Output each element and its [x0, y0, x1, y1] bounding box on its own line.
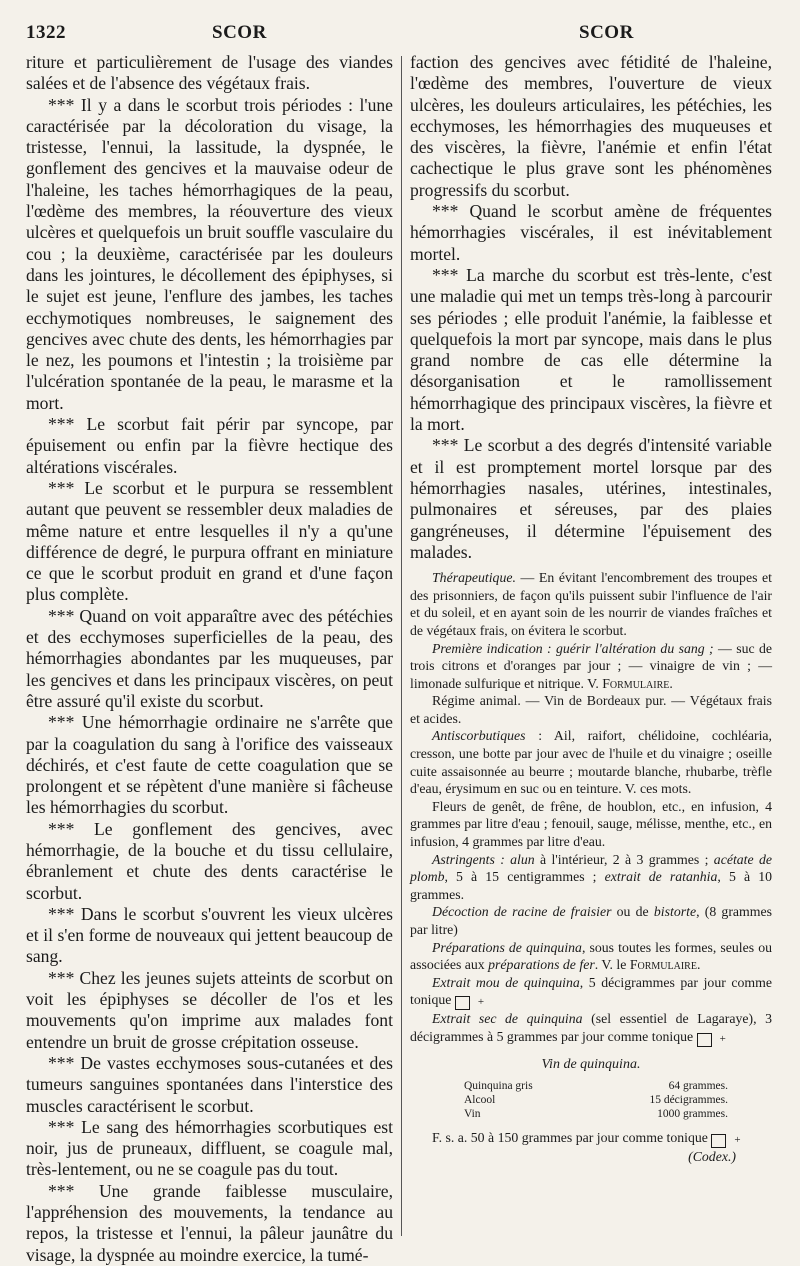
paragraph: *** Dans le scorbut s'ouvrent les vieux ulcères et il s'en forme de nouveaux qui jettent beaucoup de sang.: [26, 903, 393, 967]
formulaire-ref: Formulaire.: [602, 675, 673, 691]
ingredient-name: Alcool: [464, 1093, 496, 1106]
paragraph: *** De vastes ecchymoses sous-cutanées et des tumeurs sanguines spontanées dans l'interstice des muscles caractérisent le scorbut.: [26, 1052, 393, 1116]
running-head-left: SCOR: [212, 22, 267, 43]
paragraph: *** Une hémorrhagie ordinaire ne s'arrête que par la coagulation du sang à l'orifice des vaisseaux déchirés, et c'est faute de cette coagulation que se prolongent et se répètent d'une manière si fâcheuse les hémorrhagies du scorbut.: [26, 712, 393, 818]
column-divider: [401, 56, 402, 1236]
preparations-paragraph: [410, 939, 772, 974]
paragraph: *** Il y a dans le scorbut trois périodes : l'une caractérisée par la décoloration du visage, la tristesse, l'ennui, la lassitude, la dyspnée, le gonflement des gencives et la mauvaise odeur de l'haleine, les taches hémorrhagiques de la peau, l'œdème des membres, la réouverture des vieux ulcères et quelquefois un bruit souffle vasculaire du cou ; la deuxième, caractérisée par les douleurs dans les jointures, le décollement des épiphyses, si le sujet est jeune, l'enflure des jambes, les taches ecchymotiques nombreuses, le saignement des gencives avec chute des dents, les hémorrhagies par le nez, les poumons et l'intestin ; la troisième par l'ulcération spontanée de la peau, le marasme et la mort.: [26, 94, 393, 413]
extrait-sec-label: Extrait sec de quinquina: [432, 1011, 583, 1027]
premiere-indication-paragraph: [410, 640, 772, 693]
recipe-row: [464, 1079, 728, 1093]
paragraph: *** Le scorbut a des degrés d'intensité variable et il est promptement mortel lorsque par des hémorrhagies nasales, utérines, intestinales, pulmonaires et séreuses, par des plaies gangréneuses, il détermine l'épuisement des malades.: [410, 435, 772, 562]
right-large-text: [410, 52, 772, 563]
treatment-section: [410, 569, 772, 1165]
ingredient-name: Quinquina gris: [464, 1079, 533, 1092]
ingredient-name: Vin: [464, 1107, 481, 1120]
therapeutique-label: Thérapeutique.: [432, 570, 516, 586]
codex-source: (Codex.): [688, 1148, 736, 1164]
premiere-label: Première indication : guérir l'altération du sang ;: [432, 640, 714, 656]
astringents-text: à l'intérieur, 2 à 3 grammes ;: [534, 851, 714, 867]
paragraph: *** Quand le scorbut amène de fréquentes hémorrhagies viscérales, il est inévitablement mortel.: [410, 201, 772, 264]
extrait-mou-label: Extrait mou de quinquina: [432, 974, 580, 990]
astringents-item: acétate de plomb: [410, 851, 772, 885]
ingredient-quantity: 1000 grammes.: [657, 1107, 728, 1120]
fleurs-paragraph: Fleurs de genêt, de frêne, de houblon, etc., en infusion, 4 grammes par litre d'eau ; fenouil, sauge, mélisse, menthe, etc., en infusion, 4 grammes par litre d'eau.: [410, 798, 772, 850]
regime-paragraph: Régime animal. — Vin de Bordeaux pur. — Végétaux frais et acides.: [410, 693, 772, 726]
page-number: 1322: [26, 22, 66, 43]
extrait-mou-paragraph: [410, 974, 772, 1011]
astringents-text: , 5 à 10 grammes.: [410, 869, 772, 902]
right-column: [410, 52, 772, 1166]
preparations-label: Préparations de quinquina: [432, 939, 582, 955]
astringents-paragraph: [410, 851, 772, 904]
astringents-text: , 5 à 15 centigrammes ;: [444, 869, 605, 885]
preparations-text: . V. le: [594, 957, 630, 973]
extrait-sec-text: (sel essentiel de Lagaraye), 3 décigrammes à 5 grammes par jour comme tonique: [410, 1011, 773, 1044]
antiscorbutiques-text: : Ail, raifort, chélidoine, cochléaria, cresson, une botte par jour avec de l'huile et du vinaigre ; oseille cuite assaisonnée au beurre ; moutarde blanche, rhubarbe, trèfle d'eau, érysimum en suc ou en teinture. V. ces mots.: [410, 728, 772, 797]
decoction-label: Décoction de racine de fraisier: [432, 904, 612, 920]
ingredient-quantity: 15 décigrammes.: [649, 1093, 728, 1106]
extrait-sec-paragraph: [410, 1010, 772, 1047]
paragraph: *** La marche du scorbut est très-lente, c'est une maladie qui met un temps très-long à parcourir ses périodes ; elle produit l'anémie, la faiblesse et quelquefois la mort par syncope, mais dans le plus grand nombre de cas elle détermine la désorganisation et le ramollissement hémorrhagique des principaux viscères, la fièvre et la mort.: [410, 264, 772, 435]
recipe-row: [464, 1107, 728, 1121]
paragraph: *** Une grande faiblesse musculaire, l'appréhension des mouvements, la tendance au repos, la tristesse et l'ennui, la pâleur jaunâtre du visage, la dyspnée au moindre exercice, la tumé-: [26, 1180, 393, 1265]
preparations-item: préparations de fer: [488, 957, 595, 973]
therapeutique-paragraph: [410, 569, 772, 639]
dosage-paragraph: [410, 1129, 772, 1148]
antiscorbutiques-paragraph: [410, 727, 772, 797]
decoction-text: ou de: [611, 904, 654, 920]
astringents-label: Astringents : alun: [432, 851, 535, 867]
paragraph: faction des gencives avec fétidité de l'haleine, l'œdème des membres, l'ouverture de vieux ulcères, les douleurs articulaires, les pétéchies, les ecchymoses, les hémorrhagies des muqueuses et des viscères, la fièvre, l'anémie et enfin l'état cachectique le plus grave sont les phénomènes progressifs du scorbut.: [410, 52, 772, 200]
decoction-paragraph: [410, 903, 772, 938]
decoction-text: , (8 grammes par litre): [410, 904, 773, 937]
paragraph: *** Le sang des hémorrhagies scorbutiques est noir, jus de pruneaux, diffluent, se coagule mal, très-lentement, ou ne se coagule pas du tout.: [26, 1116, 393, 1180]
page-header: [26, 22, 780, 48]
recipe-row: [464, 1093, 728, 1107]
formula-box-icon: +: [697, 1033, 712, 1047]
running-head-right: SCOR: [579, 22, 634, 43]
dosage-text: F. s. a. 50 à 150 grammes par jour comme tonique: [432, 1129, 708, 1145]
preparations-text: , sous toutes les formes, seules ou associées aux: [410, 939, 772, 973]
paragraph: *** Chez les jeunes sujets atteints de scorbut on voit les épiphyses se décoller de l'os et les mouvements qu'on imprime aux malades font entendre un bruit de grosse crépitation osseuse.: [26, 967, 393, 1052]
formula-box-icon: +: [711, 1134, 726, 1148]
paragraph: riture et particulièrement de l'usage des viandes salées et de l'absence des végétaux frais.: [26, 52, 393, 94]
recipe-table: [464, 1079, 728, 1121]
decoction-item: bistorte: [653, 904, 697, 920]
formulaire-ref: Formulaire.: [629, 957, 701, 973]
paragraph: *** Quand on voit apparaître avec des pétéchies et des ecchymoses superficielles de la peau, des hémorrhagies abondantes par les muqueuses, par les gencives et dans les principaux viscères, on peut être assuré qu'il existe du scorbut.: [26, 605, 393, 711]
premiere-text: — suc de trois citrons et d'oranges par jour ; — vinaigre de vin ; — limonade sulfurique et nitrique. V.: [410, 640, 772, 691]
left-column: [26, 52, 393, 1266]
extrait-mou-text: , 5 décigrammes par jour comme tonique: [410, 974, 772, 1008]
ingredient-quantity: 64 grammes.: [668, 1079, 728, 1092]
paragraph: *** Le scorbut fait périr par syncope, par épuisement ou enfin par la fièvre hectique des altérations viscérales.: [26, 414, 393, 477]
formula-box-icon: +: [455, 996, 470, 1010]
recipe-title: Vin de quinquina.: [541, 1056, 641, 1072]
antiscorbutiques-label: Antiscorbutiques: [432, 728, 526, 744]
paragraph: *** Le gonflement des gencives, avec hémorrhagie, de la bouche et du tissu cellulaire, ébranlement et chute des dents caractérise le scorbut.: [26, 818, 393, 903]
therapeutique-text: — En évitant l'encombrement des troupes et des prisonniers, de façon qu'ils puissent subir l'influence de l'air et du soleil, et en ayant soin de les nourrir de viandes fraîches et de végétaux frais, on évitera le scorbut.: [410, 570, 772, 638]
astringents-item: extrait de ratanhia: [604, 869, 718, 885]
paragraph: *** Le scorbut et le purpura se ressemblent autant que peuvent se ressembler deux maladies de même nature et entre lesquelles il n'y a qu'une différence de degré, le purpura offrant en miniature ce que le scorbut produit en grand et d'une façon plus complète.: [26, 477, 393, 605]
